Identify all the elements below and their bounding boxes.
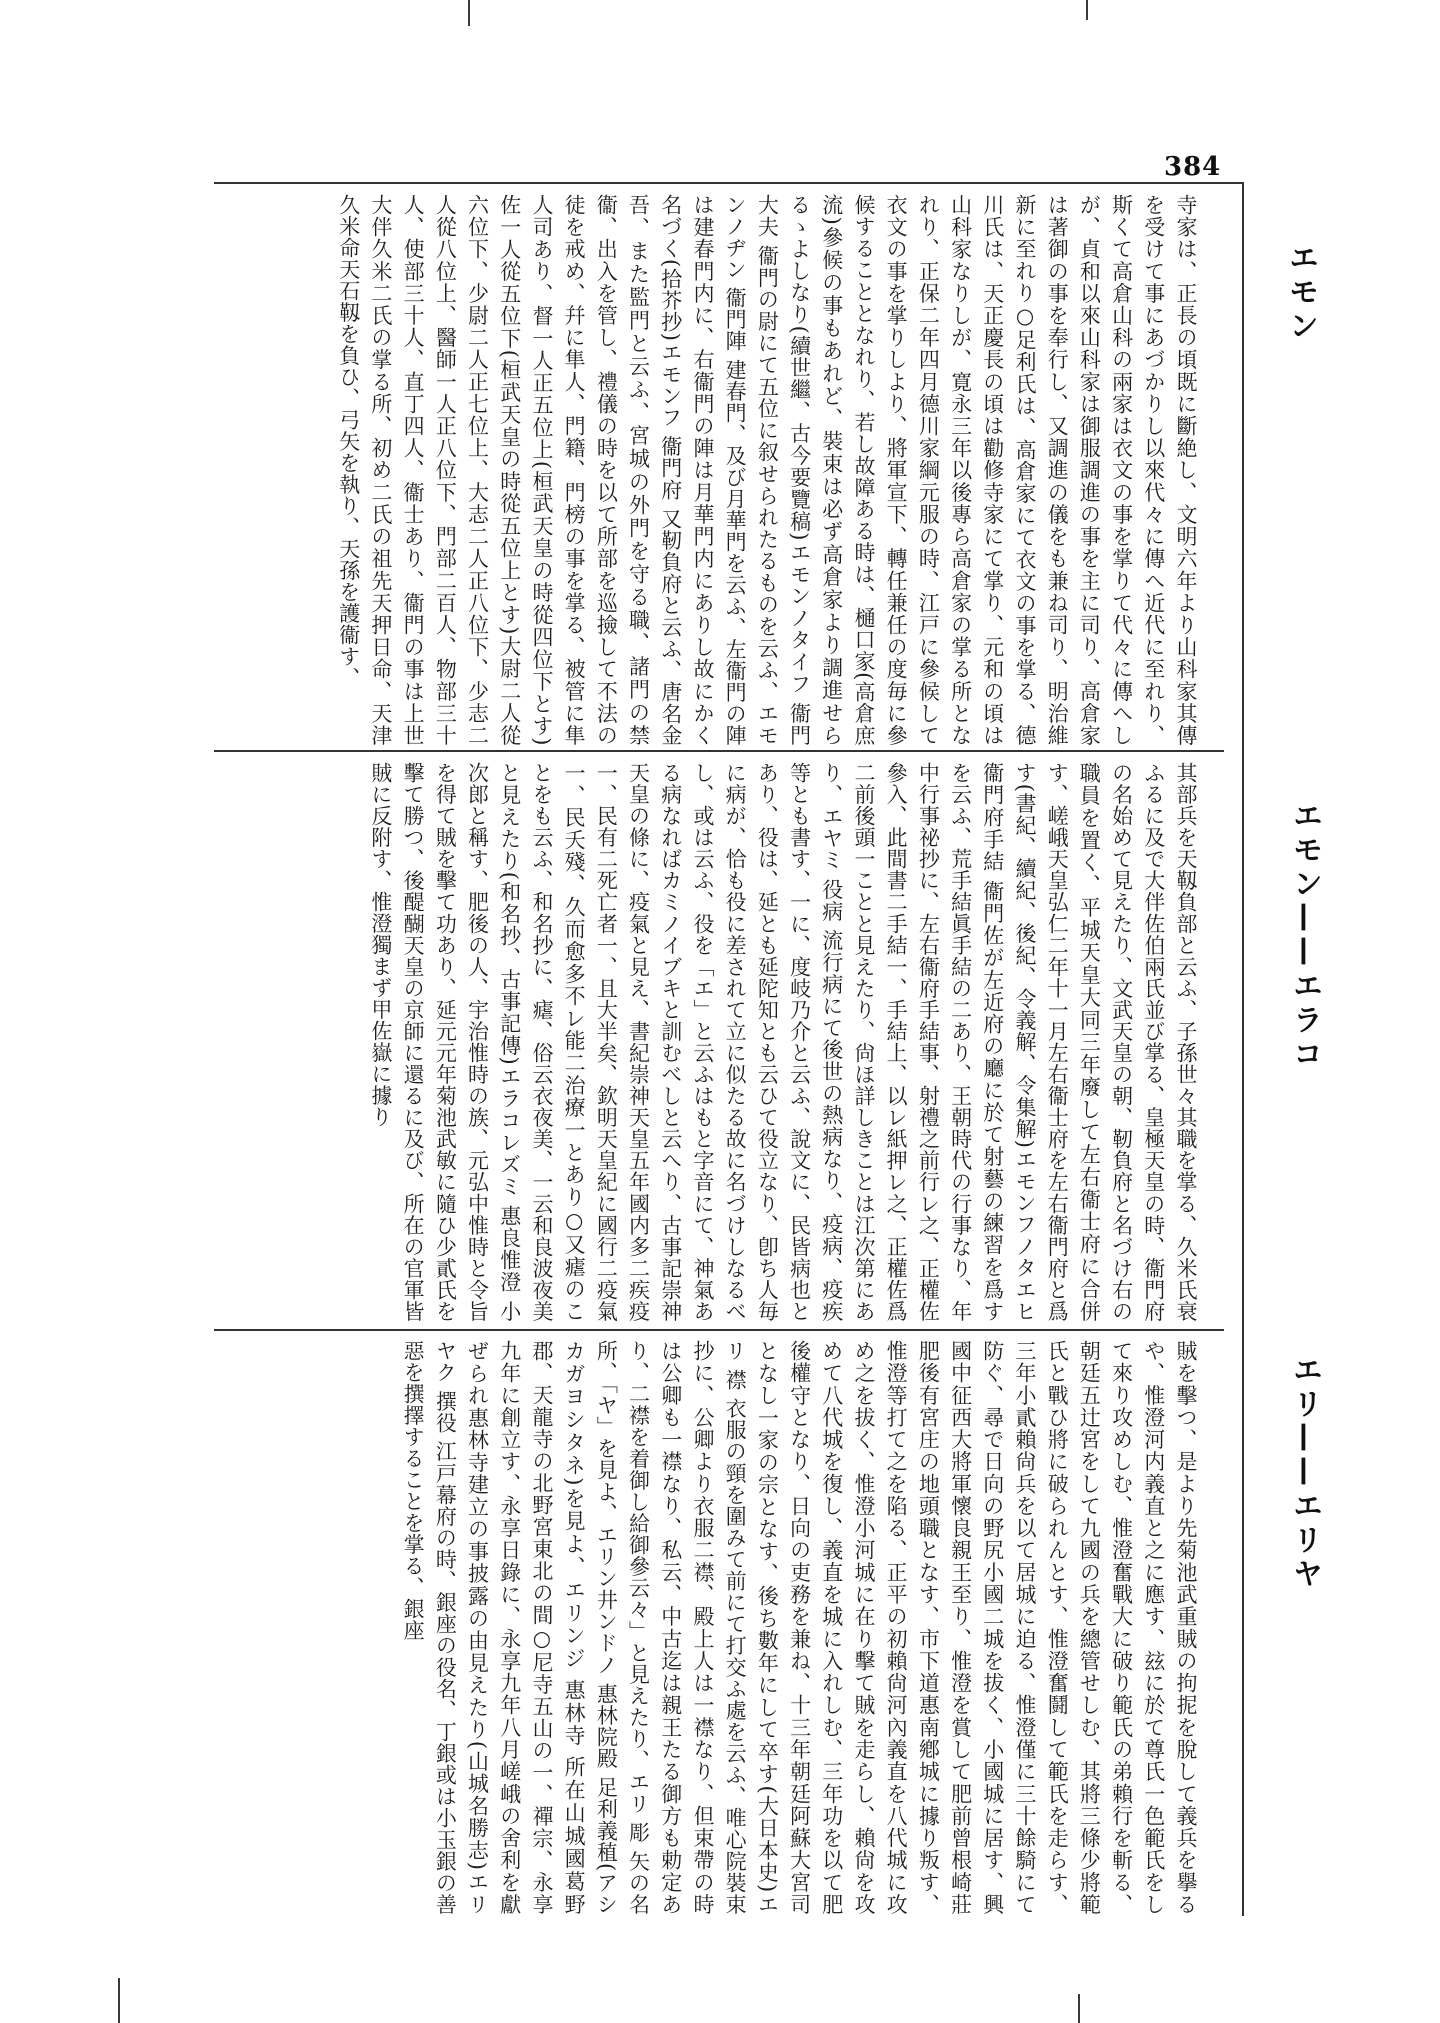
scan-edge-mark bbox=[468, 0, 470, 26]
entry-band-middle: 其部兵を天靱負部と云ふ、子孫世々其職を掌る、久米氏衰ふるに及で大伴佐伯兩氏並び掌る、皇極天皇の時、衞門府の名始めて見えたり、文武天皇の朝、靭負府と名づけ右の職員を置く、平城天皇大同三年廢して左右衞士府に合併す、嵯峨天皇弘仁二年十一月左右衞士府を左右衞門府と爲す(書紀、續紀、後紀、令義解、令集解)エモンフノタエヒ 衞門府手結 衞門佐が左近府の廳に於て射藝の練習を爲すを云ふ、荒手結眞手結の二あり、王朝時代の行事なり、年中行事祕抄に、左右衞府手結事、射禮之前行レ之、正權佐參入、此間書二手結一、手結上、以レ紙押レ之、正權佐爲二前後頭一ことと見えたり、尙ほ詳しきことは江次第にあり、エヤミ 役病 流行病にて後世の熱病なり、疫病、疫疾等とも書す、一に、度岐乃介と云ふ、說文に、民皆病也とあり、役は、延とも延陀知とも云ひて役立なり、卽ち人毎に病が、恰も役に差されて立に似たる故に名づけしなるべし、或は云ふ、役を「エ」と云ふはもと字音にて、神氣ある病なればカミノイブキと訓むべしと云へり、古事記崇神天皇の條に、疫氣と見え、書紀崇神天皇五年國内多二疾疫一、民有二死亡者一、且大半矣、欽明天皇紀に國行二疫氣一、民夭殘、久而愈多不レ能二治療一とあり○又瘧のことをも云ふ、和名抄に、瘧、俗云衣夜美、一云和良波夜美と見えたり(和名抄、古事記傳)エラコレズミ 惠良惟澄 小次郎と稱す、肥後の人、宇治惟時の族、元弘中惟時と令旨を得て賊を擊て功あり、延元元年菊池武敏に隨ひ少貳氏を擊て勝つ、後醍醐天皇の京師に還るに及び、所在の官軍皆賊に反附す、惟澄獨まず甲佐嶽に據り bbox=[368, 762, 1198, 1322]
scan-edge-mark bbox=[1078, 1994, 1080, 2023]
margin-rule bbox=[1242, 182, 1244, 1916]
page-number: 384 bbox=[1164, 152, 1222, 182]
scan-edge-mark bbox=[118, 1978, 120, 2023]
page-frame bbox=[214, 182, 1242, 1918]
band-divider bbox=[214, 750, 1224, 752]
entry-band-bottom: 賊を擊つ、是より先菊池武重賊の拘抳を脫して義兵を擧るや、惟澄河内義直と之に應す、玆に於て尊氏一色範氏をして來り攻めしむ、惟澄奮戰大に破り範氏の弟賴行を斬る、朝廷五辻宮をして九國の兵を總管せしむ、其將三條少將範氏と戰ひ將に破られんとす、惟澄奮鬪して範氏を走らす、三年小貳賴尙兵を以て居城に迫る、惟澄僅に三十餘騎にて防ぐ、尋で日向の野尻小國二城を拔く、小國城に居す、興國中征西大將軍懷良親王至り、惟澄を賞して肥前曾根崎莊肥後有宮庄の地頭職となす、市下道惠南鄕城に據り叛す、惟澄等打て之を陷る、正平の初賴尙河內義直を八代城に攻め之を拔く、惟澄小河城に在り擊て賊を走らし、賴尙を攻めて八代城を復し、義直を城に入れしむ、三年功を以て肥後權守となり、日向の吏務を兼ね、十三年朝廷阿蘇大宮司となし一家の宗となす、後ち數年にして卒す(大日本史)エリ 襟 衣服の頸を圍みて前にて打交ふ處を云ふ、唯心院裝束抄に、公卿より衣服二襟、殿上人は一襟なり、但束帶の時は公卿も一襟なり、私云、中古迄は親王たる御方も勅定あり、二襟を着御し給御參云々」と見えたり、エリ 彫 矢の名所、「ヤ」を見よ、エリン井ンドノ 惠林院殿 足利義稙(アシカガヨシタネ)を見よ、エリンジ 惠林寺 所在山城國葛野郡、天龍寺の北野宮東北の間○尼寺五山の一、禪宗、永享九年に創立す、永享日錄に、永享九年八月嵯峨の舍利を獻ぜられ惠林寺建立の事披露の由見えたり(山城名勝志)エリヤク 撰役 江戸幕府の時、銀座の役名、丁銀或は小玉銀の善惡を撰擇することを掌る、銀座 bbox=[401, 1340, 1198, 1915]
running-head-middle: エモン——エラコ bbox=[1287, 800, 1322, 1072]
band-divider bbox=[214, 1329, 1224, 1331]
scan-edge-mark bbox=[1086, 0, 1088, 20]
running-head-bottom: エリ——エリヤ bbox=[1287, 1354, 1322, 1592]
running-head-top: エモン bbox=[1283, 242, 1318, 344]
entry-band-top: 寺家は、正長の頃既に斷絶し、文明六年より山科家其傳を受けて事にあづかりし以來代々に傳へ近代に至れり、斯くて高倉山科の兩家は衣文の事を掌りて代々に傳へしが、貞和以來山科家は御服調進の事を主に司り、高倉家は著御の事を奉行し、又調進の儀をも兼ね司り、明治維新に至れり○足利氏は、高倉家にて衣文の事を掌る、德川氏は、天正慶長の頃は勸修寺家にて掌り、元和の頃は山科家なりしが、寛永三年以後專ら高倉家の掌る所となれり、正保二年四月德川家綱元服の時、江戸に參候して衣文の事を掌りしより、將軍宣下、轉任兼任の度毎に參候することとなれり、若し故障ある時は、樋口家(高倉庶流)參候の事もあれど、裝束は必ず高倉家より調進せらるゝよしなり(續世繼、古今要覽稿)エモンノタイフ 衞門大夫 衞門の尉にて五位に叙せられたるものを云ふ、エモンノヂン 衞門陣 建春門、及び月華門を云ふ、左衞門の陣は建春門内に、右衞門の陣は月華門内にありし故にかく名づく(拾芥抄)エモンフ 衞門府 又靭負府と云ふ、唐名金吾、また監門と云ふ、宮城の外門を守る職、諸門の禁衞、出入を管し、禮儀の時を以て所部を巡撿して不法の徒を戒め、幷に隼人、門籍、門榜の事を掌る、被管に隼人司あり、督一人正五位上(桓武天皇の時從四位下とす)佐一人從五位下(桓武天皇の時從五位上とす)大尉二人從六位下、少尉二人正七位上、大志二人正八位下、少志二人從八位上、醫師一人正八位下、門部二百人、物部三十人、使部三十人、直丁四人、衞士あり、衞門の事は上世大伴久米二氏の掌る所、初め二氏の祖先天押日命、天津久米命天石靱を負ひ、弓矢を執り、天孫を護衞す、 bbox=[336, 194, 1198, 746]
